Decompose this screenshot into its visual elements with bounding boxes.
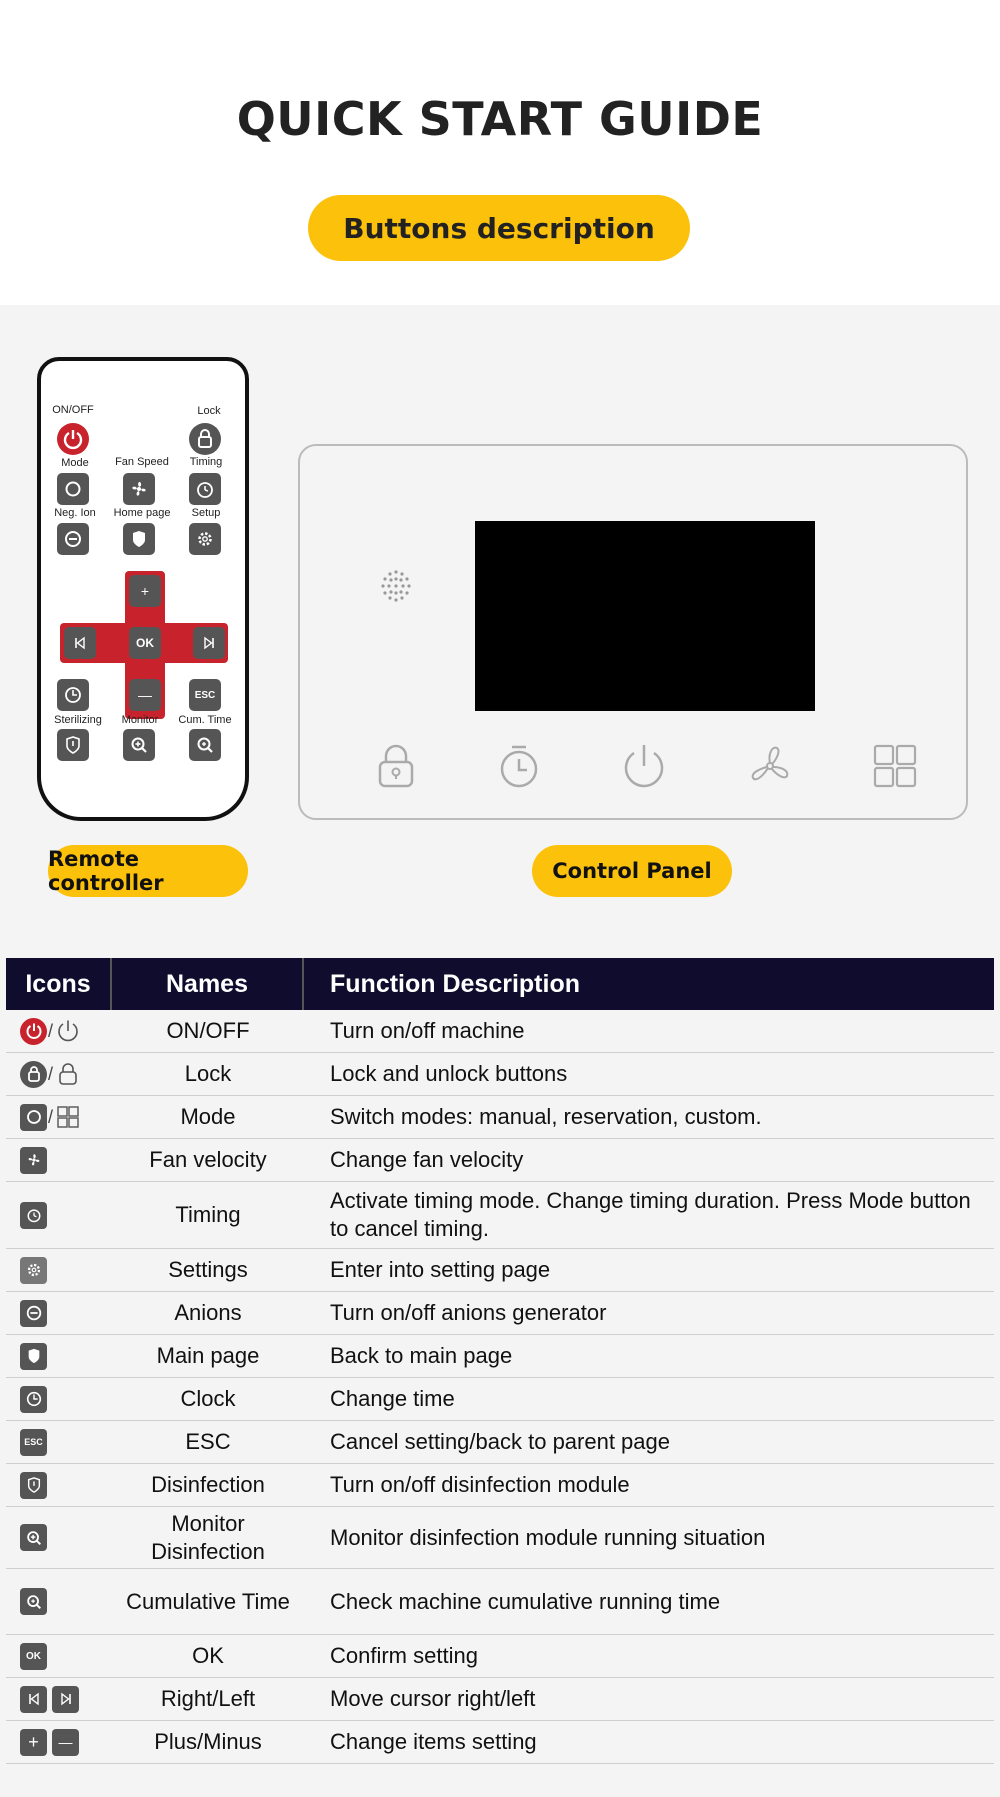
esc-icon: ESC [20,1429,47,1456]
row-description: Change time [330,1386,455,1411]
gear-icon [189,523,221,555]
row-name: Timing [175,1202,241,1227]
power-icon [57,423,89,455]
control-panel-illustration [298,444,968,820]
table-row [6,1378,994,1421]
slash-divider: / [48,1063,54,1084]
table-row [6,1139,994,1182]
shield-icon [57,729,89,761]
remote-controller-illustration [37,357,249,821]
header-names: Names [112,958,304,1010]
table-row [6,1464,994,1507]
section-subtitle: Buttons description [308,195,690,261]
row-description: Change fan velocity [330,1147,524,1172]
skip-left-icon [64,627,96,659]
row-description: Switch modes: manual, reservation, custom. [330,1104,762,1129]
table-row [6,1421,994,1464]
row-description: Change items setting [330,1729,537,1754]
table-row [6,1249,994,1292]
row-description: Back to main page [330,1343,513,1368]
header-section [0,0,1000,305]
table-row [6,1569,994,1635]
control-panel-caption: Control Panel [532,845,732,897]
row-name: Main page [156,1343,260,1368]
table-row [6,1507,994,1569]
row-name: Fan velocity [149,1147,267,1172]
magnifier-icon [20,1588,47,1615]
plus-button-icon: + [129,575,161,607]
table-header [6,958,994,1010]
skip-left-icon [20,1686,47,1713]
fan-icon [20,1147,47,1174]
magnifier-icon [189,729,221,761]
magnifier-plus-icon [20,1524,47,1551]
row-description: Confirm setting [330,1643,478,1668]
clock-icon [20,1386,47,1413]
slash-divider: / [48,1106,54,1127]
row-name: Mode [180,1104,236,1129]
row-description: Turn on/off anions generator [330,1300,607,1325]
remote-label-mode: Mode [61,457,89,469]
grid-icon [54,1104,81,1131]
remote-label-on-off: ON/OFF [52,404,94,416]
row-description: Turn on/off machine [330,1018,525,1043]
page-title: QUICK START GUIDE [236,92,764,146]
row-name: Settings [168,1257,248,1282]
minus-icon: — [52,1729,79,1756]
shield-icon [20,1472,47,1499]
plus-icon: + [20,1729,47,1756]
mode-icon [57,473,89,505]
remote-label-lock: Lock [197,405,221,417]
table-row [6,1182,994,1249]
remote-label-home-page: Home page [113,507,171,519]
skip-right-icon [52,1686,79,1713]
row-name: Anions [174,1300,242,1325]
table-row [6,1096,994,1139]
row-description: Check machine cumulative running time [330,1588,721,1614]
minus-circle-icon [57,523,89,555]
table-row [6,1678,994,1721]
table-row [6,1635,994,1678]
power-icon [20,1018,47,1045]
mode-icon [20,1104,47,1131]
lock-icon [20,1061,47,1088]
fan-icon [123,473,155,505]
table-row [6,1292,994,1335]
ok-icon: OK [20,1643,47,1670]
skip-right-icon [193,627,225,659]
remote-controller-caption: Remote controller [48,845,248,897]
remote-label-fan-speed: Fan Speed [115,456,169,468]
row-name: Cumulative Time [126,1588,290,1614]
remote-label-timing: Timing [189,456,223,468]
power-outline-icon [54,1018,81,1045]
row-name: ESC [185,1429,231,1454]
table-row [6,1010,994,1053]
row-name: Monitor Disinfection [151,1510,265,1564]
row-description: Monitor disinfection module running situation [330,1524,766,1550]
remote-label-cum-time: Cum. Time [178,714,232,726]
speaker-icon [374,564,418,608]
lock-icon [372,742,420,790]
grid-icon [871,742,919,790]
table-row [6,1721,994,1764]
row-description: Cancel setting/back to parent page [330,1429,671,1454]
buttons-table [6,958,994,1764]
row-description: Activate timing mode. Change timing duration. Press Mode button to cancel timing. [330,1188,971,1241]
header-description: Function Description [330,969,580,998]
remote-label-setup: Setup [191,507,221,519]
alarm-icon [189,473,221,505]
gear-icon [20,1257,47,1284]
minus-circle-icon [20,1300,47,1327]
row-name: OK [192,1643,224,1668]
row-name: Plus/Minus [154,1729,262,1754]
timer-icon [495,742,543,790]
magnifier-plus-icon [123,729,155,761]
fan-icon [746,742,794,790]
row-name: Lock [184,1061,232,1086]
row-name: Disinfection [151,1472,265,1497]
ok-button-icon: OK [129,627,161,659]
row-description: Enter into setting page [330,1257,551,1282]
alarm-icon [20,1202,47,1229]
header-icons: Icons [6,958,112,1010]
slash-divider: / [48,1020,54,1041]
remote-label-neg-ion: Neg. Ion [54,507,96,519]
esc-icon: ESC [189,679,221,711]
table-row [6,1053,994,1096]
lock-outline-icon [54,1061,81,1088]
row-name: Right/Left [160,1686,256,1711]
remote-label-monitor: Monitor [121,714,159,726]
remote-label-sterilizing: Sterilizing [54,714,102,726]
table-row [6,1335,994,1378]
row-name: Clock [180,1386,236,1411]
minus-button-icon: — [129,679,161,711]
row-description: Lock and unlock buttons [330,1061,568,1086]
row-description: Turn on/off disinfection module [330,1472,630,1497]
row-name: ON/OFF [166,1018,250,1043]
lock-icon [189,423,221,455]
clock-icon [57,679,89,711]
home-icon [20,1343,47,1370]
row-description: Move cursor right/left [330,1686,536,1711]
power-icon [620,742,668,790]
display-screen [475,521,815,711]
home-icon [123,523,155,555]
